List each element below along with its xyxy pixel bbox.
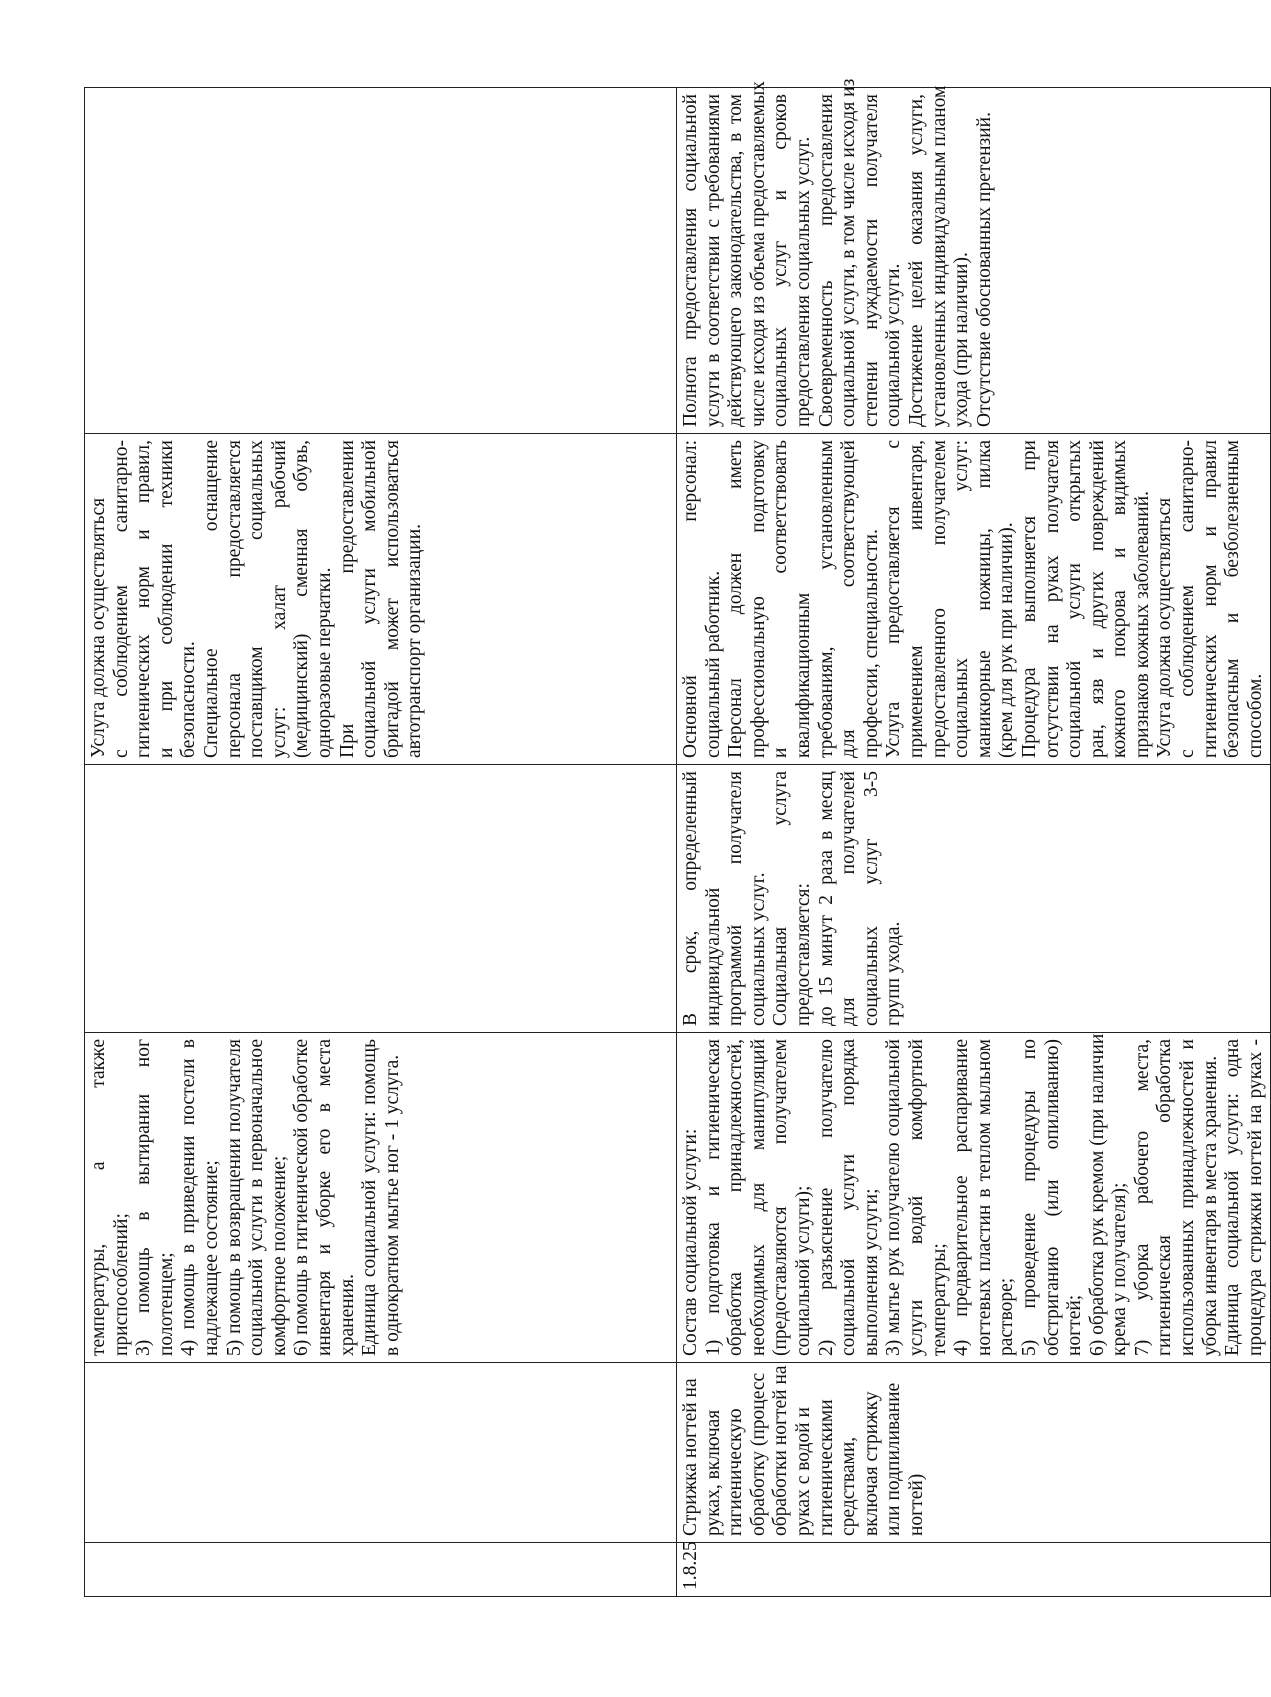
text-line: хранения. (336, 1274, 358, 1356)
text-line: Отсутствие обоснованных претензий. (973, 112, 995, 427)
text-line: 5) проведение процедуры по (1018, 1039, 1040, 1356)
text-line: индивидуальной (702, 887, 724, 1026)
text-line: включая стрижку (860, 1391, 882, 1536)
text-line: Специальное оснащение (200, 440, 222, 758)
text-line: гигиеническими (815, 1399, 837, 1536)
text-line: ногтей) (905, 1473, 927, 1536)
text-line: и соответствовать (770, 440, 792, 758)
text-line: 6) обработка рук кремом (при наличии (1086, 1033, 1108, 1356)
text-line: автотранспорт организации. (404, 523, 426, 758)
text-line: Достижение целей оказания услуги, (905, 94, 927, 427)
text-line: социальной услуги в первоначальное (246, 1039, 268, 1356)
text-line: температуры, а также (88, 1039, 109, 1356)
text-line: Основной персонал: (680, 440, 701, 758)
text-line: социальной услуги открытых (1064, 440, 1086, 758)
text-line: надлежащее состояние; (200, 1160, 222, 1356)
cell-service-quality (85, 88, 677, 434)
text-line: ногтей; (1064, 1294, 1086, 1356)
cell-service-name (85, 1363, 677, 1543)
text-line: Своевременность предоставления (815, 94, 837, 427)
text-line: способом. (1244, 673, 1266, 758)
text-line: средствами, (838, 1436, 860, 1536)
text-line: В срок, определенный (680, 771, 701, 1026)
cell-service-description (677, 1033, 1271, 1363)
text-line: признаков кожных заболеваний. (1131, 490, 1153, 758)
text-line: 7) уборка рабочего места, (1131, 1039, 1153, 1356)
text-line: руках с водой и (792, 1407, 814, 1536)
text-line: программой получателя (725, 771, 747, 1026)
text-line: Услуга должна осуществляться (1154, 497, 1176, 758)
text-line: процедура стрижки ногтей на руках - (1244, 1039, 1266, 1356)
text-line: социальной услуги порядка (838, 1039, 860, 1356)
text-line: гигиеническую (725, 1408, 747, 1536)
cell-service-conditions (677, 434, 1271, 765)
text-line: 4) помощь в приведении постели в (178, 1039, 200, 1356)
text-line: Полнота предоставления социальной (680, 94, 701, 427)
text-line: 1) подготовка и гигиеническая (702, 1039, 724, 1356)
text-line: уборка инвентаря в места хранения. (1199, 1055, 1221, 1356)
text-line: комфортное положение; (268, 1155, 290, 1356)
text-line: безопасным и безболезненным (1222, 440, 1244, 758)
text-line: Персонал должен иметь (725, 440, 747, 758)
text-line: социальной услуги мобильной (359, 440, 381, 758)
text-line: предоставляется: (792, 883, 814, 1026)
text-line: социальных услуг 3-5 (860, 771, 882, 1026)
text-line: Состав социальной услуги: (680, 1128, 701, 1356)
text-line: услуги водой комфортной (905, 1039, 927, 1356)
text-line: социальных услуг. (747, 872, 769, 1026)
text-line: с соблюдением санитарно- (110, 440, 132, 758)
text-line: отсутствии на руках получателя (1041, 440, 1063, 758)
text-line: При предоставлении (336, 440, 358, 758)
text-line: числе исходя из объема предоставляемых (747, 81, 769, 427)
text-line: безопасности. (178, 641, 200, 758)
text-line: полотенцем; (155, 1252, 177, 1356)
text-line: 3) помощь в вытирании ног (133, 1039, 155, 1356)
text-line: Стрижка ногтей на (680, 1378, 701, 1536)
text-line: обстриганию (или опиливанию) (1041, 1039, 1063, 1356)
table-row-1-8-25 (677, 88, 1271, 1597)
text-line: квалификационным (792, 592, 814, 758)
text-line: персонала предоставляется (223, 440, 245, 758)
text-line: для получателей (838, 771, 860, 1026)
text-line: услуги в соответствии с требованиями (702, 94, 724, 427)
text-line: с соблюдением санитарно- (1177, 440, 1199, 758)
text-line: гигиеническая обработка (1154, 1039, 1176, 1356)
text-line: социальных услуг и сроков (770, 94, 792, 427)
text-line: приспособлений; (110, 1213, 132, 1356)
cell-service-term (677, 765, 1271, 1033)
text-line: ухода (при наличии). (951, 252, 973, 427)
social-services-table (84, 78, 1271, 1597)
text-line: социальных услуг: (951, 440, 973, 758)
text-line: Единица социальной услуги: одна (1222, 1039, 1244, 1356)
cell-service-name (677, 1363, 1271, 1543)
text-line: установленных индивидуальным планом (928, 85, 950, 427)
table-row-continuation (85, 88, 677, 1597)
text-line: крема у получателя); (1109, 1182, 1131, 1356)
cell-service-conditions (85, 434, 677, 765)
text-line: Единица социальной услуги: помощь (359, 1039, 381, 1356)
text-line: гигиенических норм и правил, (133, 440, 155, 758)
text-line: 5) помощь в возвращении получателя (223, 1039, 245, 1356)
cell-number (85, 1543, 677, 1597)
text-line: Социальная услуга (770, 771, 792, 1026)
text-line: до 15 минут 2 раза в месяц (815, 771, 837, 1026)
text-line: для соответствующей (838, 440, 860, 758)
cell-service-term (85, 765, 677, 1033)
cell-service-description (85, 1033, 677, 1363)
text-line: Услуга предоставляется с (883, 440, 905, 758)
text-line: требованиям, установленным (815, 440, 837, 758)
text-line: ногтевых пластин в теплом мыльном (973, 1039, 995, 1356)
cell-number: 1.8.25 (677, 1543, 1271, 1597)
text-line: выполнения услуги; (860, 1188, 882, 1356)
text-line: 2) разъяснение получателю (815, 1039, 837, 1356)
text-line: профессиональную подготовку (747, 440, 769, 758)
text-line: температуры; (928, 1243, 950, 1356)
text-line: кожного покрова и видимых (1109, 440, 1131, 758)
text-line: в однократном мытье ног - 1 услуга. (381, 1054, 403, 1356)
text-line: бригадой может использоваться (381, 440, 403, 758)
text-line: использованных принадлежностей и (1177, 1039, 1199, 1356)
text-line: услуг: халат рабочий (268, 440, 290, 758)
text-line: гигиенических норм и правил (1199, 440, 1221, 758)
text-line: 3) мытье рук получателю социальной (883, 1039, 905, 1356)
text-line: инвентаря и уборке его в места (313, 1039, 335, 1356)
text-line: групп ухода. (883, 921, 905, 1026)
text-line: степени нуждаемости получателя (860, 94, 882, 427)
text-line: 4) предварительное распаривание (951, 1039, 973, 1356)
text-line: действующего законодательства, в том (725, 94, 747, 427)
text-line: 6) помощь в гигиенической обработке (291, 1038, 313, 1356)
text-line: предоставления социальных услуг. (792, 136, 814, 427)
text-line: социальной услуги. (883, 263, 905, 427)
text-line: (медицинский) сменная обувь, (291, 440, 313, 758)
text-line: социальный работник. (702, 570, 724, 758)
text-line: предоставленного получателем (928, 440, 950, 758)
text-line: руках, включая (702, 1409, 724, 1536)
text-line: Процедура выполняется при (1018, 440, 1040, 758)
text-line: растворе; (996, 1277, 1018, 1356)
text-line: поставщиком социальных (246, 440, 268, 758)
text-line: ран, язв и других повреждений (1086, 440, 1108, 758)
text-line: обработка принадлежностей, (725, 1039, 747, 1356)
text-line: или подпиливание (883, 1382, 905, 1536)
text-line: применением инвентаря, (905, 440, 927, 758)
text-line: одноразовые перчатки. (313, 567, 335, 758)
text-line: социальной услуги, в том числе исходя из (838, 78, 860, 427)
text-line: (крем для рук при наличии). (996, 522, 1018, 758)
text-line: и при соблюдении техники (155, 440, 177, 758)
text-line: обработку (процесс (747, 1372, 769, 1536)
cell-service-quality (677, 78, 1271, 434)
text-line: (предоставляются получателем (770, 1039, 792, 1356)
text-line: социальной услуги); (792, 1185, 814, 1356)
text-line: Услуга должна осуществляться (88, 497, 109, 758)
text-line: обработки ногтей на (770, 1365, 792, 1536)
text-line: необходимых для манипуляций (747, 1039, 769, 1356)
text-line: маникюрные ножницы, пилка (973, 440, 995, 758)
text-line: профессии, специальности. (860, 529, 882, 758)
